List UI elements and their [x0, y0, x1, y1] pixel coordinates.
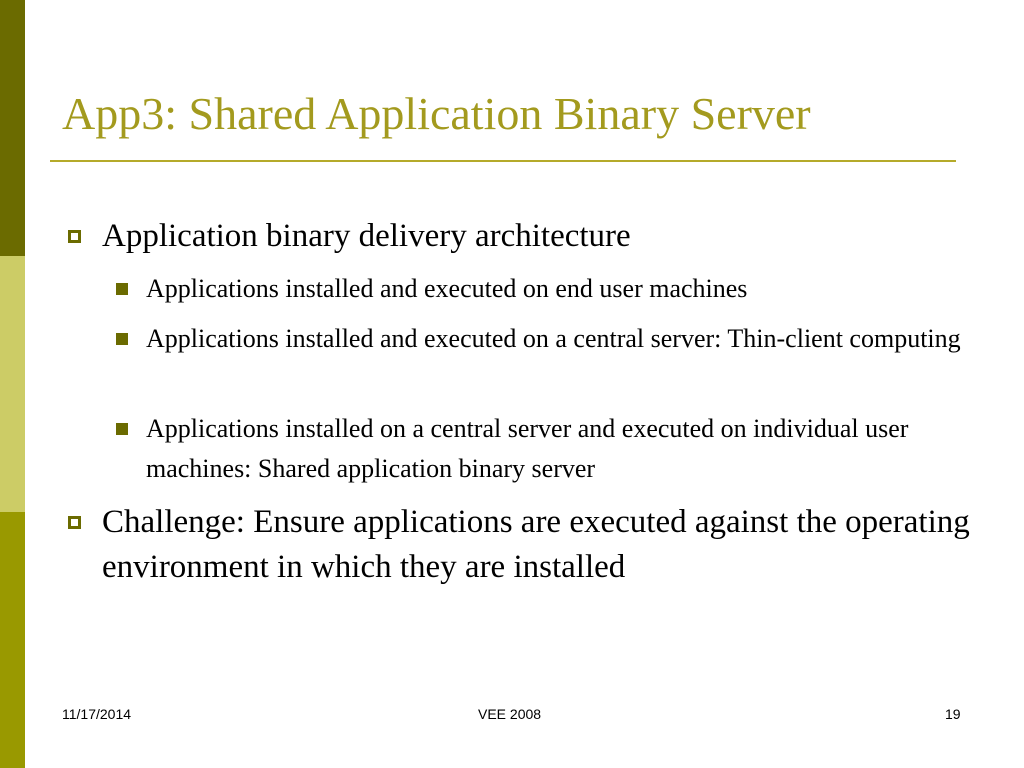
hollow-square-bullet-icon — [68, 516, 81, 529]
page-number: 19 — [945, 706, 961, 722]
slide-title: App3: Shared Application Binary Server — [62, 88, 811, 139]
bullet-level2: Applications installed on a central server and executed on individual user machines: Shared application binary server — [146, 414, 909, 483]
square-bullet-icon — [116, 423, 128, 435]
bullet-level2: Applications installed and executed on a central server: Thin-client computing — [146, 324, 961, 353]
footer-event: VEE 2008 — [478, 706, 542, 722]
bullet-level1: Challenge: Ensure applications are executed against the operating environment in which they are installed — [102, 504, 970, 585]
footer-date: 11/17/2014 — [62, 706, 132, 722]
square-bullet-icon — [116, 283, 128, 295]
bullet-level2: Applications installed and executed on end user machines — [146, 274, 748, 303]
bullet-level1: Application binary delivery architecture — [102, 218, 631, 254]
hollow-square-bullet-icon — [68, 230, 81, 243]
square-bullet-icon — [116, 333, 128, 345]
